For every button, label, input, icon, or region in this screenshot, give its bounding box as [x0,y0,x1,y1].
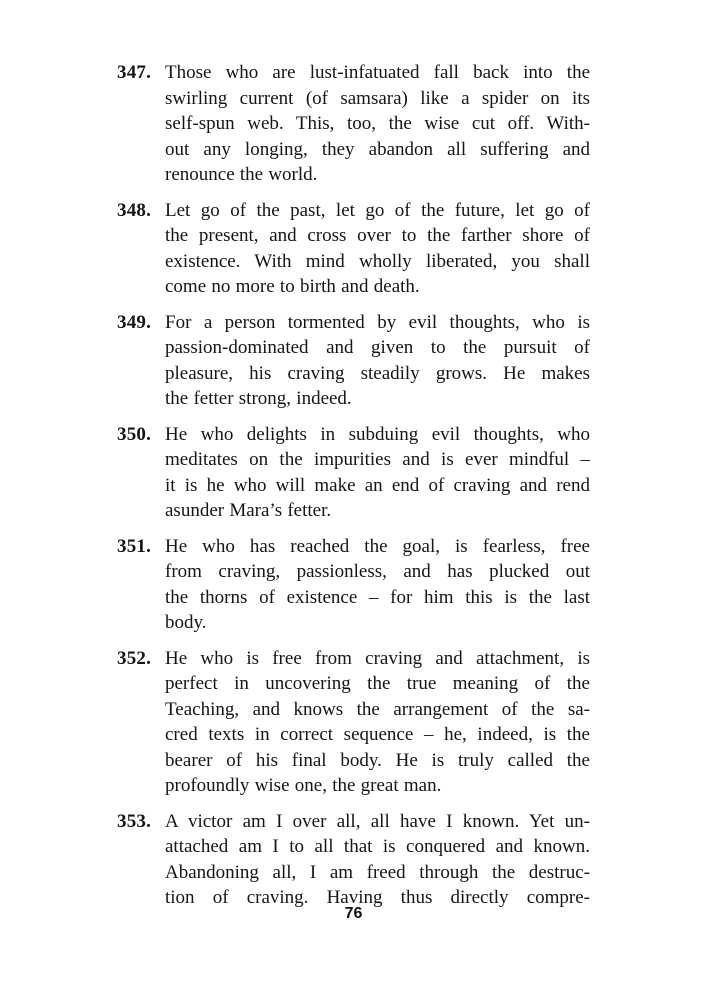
verse-line: profoundly wise one, the great man. [165,775,442,796]
verse-line: from craving, passionless, and has plucked out [165,561,590,582]
verse-text [165,422,590,524]
verse-number: 353. [117,810,152,832]
verse-line: Let go of the past, let go of the future, let go of [165,199,590,221]
verse [117,422,590,524]
verse [117,534,590,636]
page-number: 76 [344,905,363,922]
verse-line: asunder Mara’s fetter. [165,500,332,521]
verse-line: Teaching, and knows the arrangement of the sa- [165,698,590,720]
verse-line: A victor am I over all, all have I known. Yet un- [165,810,590,832]
verse-number: 349. [117,311,152,333]
verse-line: swirling current (of samsara) like a spider on its [165,87,590,109]
verse-line: For a person tormented by evil thoughts, who is [165,311,590,333]
verse-text [165,60,590,188]
verse-number: 351. [117,535,152,557]
verse-line: the present, and cross over to the farther shore of [165,225,590,246]
verse-list [117,60,590,921]
verse-text [165,646,590,799]
verse-line: He who is free from craving and attachment, is [165,647,590,669]
verse-line: self-spun web. This, too, the wise cut off. With- [165,113,590,134]
verse-line: bearer of his final body. He is truly called the [165,749,590,771]
verse [117,646,590,799]
verse-line: renounce the world. [165,164,318,185]
verse-line: Abandoning all, I am freed through the destruc- [165,861,590,883]
verse-line: attached am I to all that is conquered and known. [165,836,590,857]
verse-line: perfect in uncovering the true meaning of the [165,673,590,694]
verse-line: the fetter strong, indeed. [165,388,352,409]
verse-text [165,534,590,636]
verse-line: out any longing, they abandon all suffering and [165,138,590,160]
verse-line: He who has reached the goal, is fearless, free [165,535,590,557]
verse-line: it is he who will make an end of craving and rend [165,474,590,496]
verse-line: cred texts in correct sequence – he, indeed, is the [165,724,590,745]
verse-number: 348. [117,199,152,221]
page-footer [117,905,590,923]
verse-line: come no more to birth and death. [165,276,420,297]
verse-number: 350. [117,423,152,445]
verse-line: existence. With mind wholly liberated, you shall [165,250,590,272]
verse-line: body. [165,612,207,633]
verse-line: tion of craving. Having thus directly compre- [165,887,590,908]
verse [117,198,590,300]
verse-line: Those who are lust-infatuated fall back into the [165,62,590,83]
verse-line: the thorns of existence – for him this is the last [165,586,590,608]
verse-number: 347. [117,62,152,83]
verse-text [165,198,590,300]
verse [117,809,590,911]
verse [117,310,590,412]
verse-text [165,809,590,911]
verse-line: He who delights in subduing evil thoughts, who [165,423,590,445]
verse-line: pleasure, his craving steadily grows. He makes [165,362,590,384]
verse-line: meditates on the impurities and is ever mindful – [165,449,590,470]
verse-text [165,310,590,412]
verse-number: 352. [117,647,152,669]
verse-line: passion-dominated and given to the pursuit of [165,337,590,358]
verse [117,60,590,188]
